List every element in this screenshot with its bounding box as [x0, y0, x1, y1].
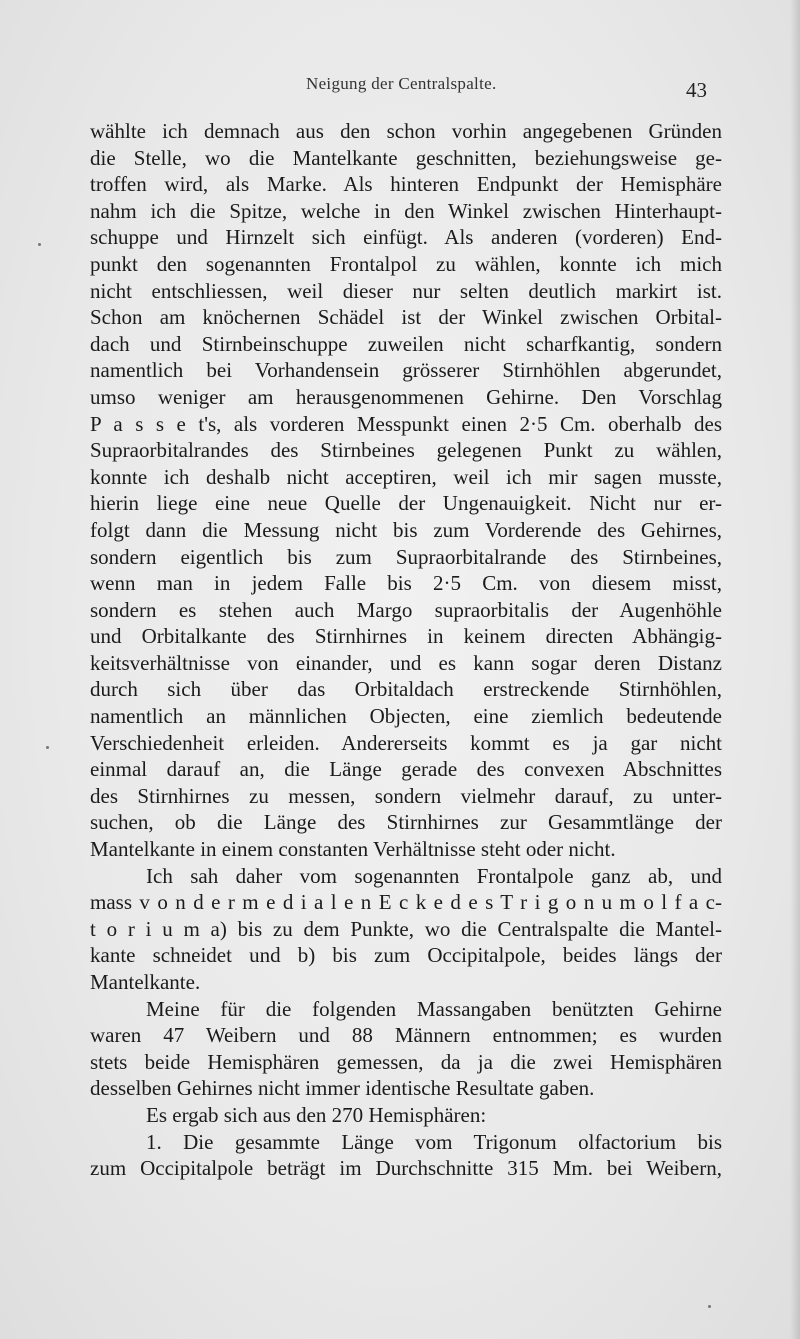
- text-line: wählte ich demnach aus den schon vorhin angegebenen Gründen: [90, 119, 722, 143]
- text-line: namentlich an männlichen Objecten, eine ziemlich bedeutende: [90, 704, 722, 729]
- text-line: 1. Die gesammte Länge vom Trigonum olfactorium bis: [146, 1129, 722, 1154]
- text-line: desselben Gehirnes nicht immer identische Resultate gaben.: [90, 1076, 595, 1101]
- text-line: waren 47 Weibern und 88 Männern entnommen; es wurden: [90, 1023, 722, 1048]
- text-line: die Stelle, wo die Mantelkante geschnitten, beziehungsweise ge-: [90, 145, 722, 170]
- text-line: des Stirnhirnes zu messen, sondern vielmehr darauf, zu unter-: [90, 783, 722, 808]
- text-line: Mantelkante.: [90, 970, 201, 994]
- print-speck: [38, 243, 41, 246]
- page-number: 43: [686, 78, 707, 102]
- text-line: nicht entschliessen, weil dieser nur selten deutlich markirt ist.: [90, 278, 722, 303]
- text-line: t o r i u m a) bis zu dem Punkte, wo die Centralspalte die Mantel-: [90, 916, 722, 941]
- text-line: punkt den sogenannten Frontalpol zu wählen, konnte ich mich: [90, 251, 722, 276]
- text-line: kante schneidet und b) bis zum Occipitalpole, beides längs der: [90, 943, 722, 968]
- running-title: Neigung der Centralspalte.: [306, 74, 497, 93]
- text-line: keitsverhältnisse von einander, und es kann sogar deren Distanz: [90, 650, 722, 675]
- text-line: umso weniger am herausgenommenen Gehirne. Den Vorschlag: [90, 384, 722, 409]
- text-line: Es ergab sich aus den 270 Hemisphären:: [146, 1102, 487, 1127]
- text-line: suchen, ob die Länge des Stirnhirnes zur Gesammtlänge der: [90, 810, 722, 835]
- text-line: konnte ich deshalb nicht acceptiren, weil ich mir sagen musste,: [90, 464, 722, 489]
- print-speck: [708, 1305, 711, 1308]
- text-line: Ich sah daher vom sogenannten Frontalpole ganz ab, und: [146, 863, 722, 888]
- text-line: sondern eigentlich bis zum Supraorbitalrande des Stirnbeines,: [90, 544, 722, 569]
- text-line: mass v o n d e r m e d i a l e n E c k e d e s T r i g o n u m o l f a c-: [90, 890, 722, 915]
- body-text: [90, 118, 722, 1182]
- text-line: P a s s e t's, als vorderen Messpunkt einen 2·5 Cm. oberhalb des: [90, 411, 722, 436]
- text-line: troffen wird, als Marke. Als hinteren Endpunkt der Hemisphäre: [90, 172, 722, 197]
- print-speck: [46, 746, 49, 749]
- text-line: wenn man in jedem Falle bis 2·5 Cm. von diesem misst,: [90, 571, 722, 596]
- text-line: zum Occipitalpole beträgt im Durchschnitte 315 Mm. bei Weibern,: [90, 1156, 722, 1181]
- text-line: durch sich über das Orbitaldach erstreckende Stirnhöhlen,: [90, 677, 722, 702]
- text-line: einmal darauf an, die Länge gerade des convexen Abschnittes: [90, 757, 722, 782]
- text-line: namentlich bei Vorhandensein grösserer Stirnhöhlen abgerundet,: [90, 358, 722, 383]
- text-line: stets beide Hemisphären gemessen, da ja die zwei Hemisphären: [90, 1049, 722, 1074]
- text-line: Supraorbitalrandes des Stirnbeines gelegenen Punkt zu wählen,: [90, 438, 722, 463]
- text-line: Verschiedenheit erleiden. Andererseits kommt es ja gar nicht: [90, 730, 722, 755]
- text-line: Meine für die folgenden Massangaben benützten Gehirne: [146, 996, 722, 1021]
- text-line: dach und Stirnbeinschuppe zuweilen nicht scharfkantig, sondern: [90, 331, 722, 356]
- text-line: sondern es stehen auch Margo supraorbitalis der Augenhöhle: [90, 597, 722, 622]
- text-line: hierin liege eine neue Quelle der Ungenauigkeit. Nicht nur er-: [90, 491, 722, 516]
- text-line: folgt dann die Messung nicht bis zum Vorderende des Gehirnes,: [90, 517, 722, 542]
- text-line: Mantelkante in einem constanten Verhältnisse steht oder nicht.: [90, 837, 616, 862]
- text-line: nahm ich die Spitze, welche in den Winkel zwischen Hinterhaupt-: [90, 198, 722, 223]
- text-line: schuppe und Hirnzelt sich einfügt. Als anderen (vorderen) End-: [90, 225, 722, 250]
- text-line: und Orbitalkante des Stirnhirnes in keinem directen Abhängig-: [90, 624, 722, 649]
- text-line: Schon am knöchernen Schädel ist der Winkel zwischen Orbital-: [90, 305, 722, 330]
